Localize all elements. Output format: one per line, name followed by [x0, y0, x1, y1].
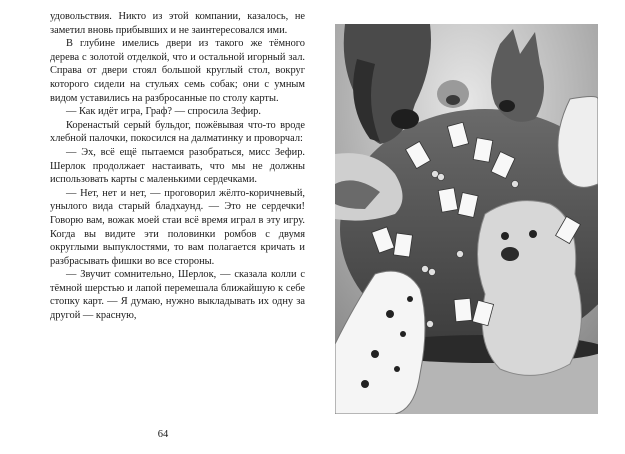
- bulldog-nose: [501, 247, 519, 261]
- bloodhound-nose: [391, 109, 419, 129]
- bulldog-eye: [501, 232, 509, 240]
- paragraph: Коренастый серый бульдог, пожёвывая что-то вроде хлебной палочки, покосился на далматинку и проворчал:: [50, 119, 305, 145]
- paragraph: — Звучит сомнительно, Шерлок, — сказала колли с тёмной шерстью и лапой перемешала ближайшую к себе стопку карт. — Я думаю, нужно выкладывать их одну за другой — красную,: [50, 269, 305, 322]
- text-page: [50, 10, 305, 323]
- page-number: 64: [157, 429, 169, 440]
- paragraph: удовольствия. Никто из этой компании, казалось, не заметил вновь прибывших и не заинтересовался ими.: [50, 11, 305, 36]
- dogs-playing-cards-illustration: [335, 24, 598, 414]
- bulldog-eye: [529, 230, 537, 238]
- paragraph: В глубине имелись двери из такого же тёмного дерева с золотой отделкой, что и остальной игорный зал. Справа от двери стоял большой круглый стол, вокруг которого сидели на стульях семь собак; они с умным видом уставились на разбросанные по столу карты.: [50, 38, 305, 104]
- paragraph: — Как идёт игра, Граф? — спросила Зефир.: [66, 106, 261, 118]
- paragraph: — Нет, нет и нет, — проговорил жёлто-коричневый, унылого вида старый бладхаунд. — Это не сердечки! Говорю вам, вожак моей стаи всё время играл в эту игру. Когда вы видите эти половинки ромбов с двумя округлыми выпуклостями, то вам полагается кричать и разбрасывать фишки во все стороны.: [50, 187, 305, 267]
- paragraph: — Эх, всё ещё пытаемся разобраться, мисс Зефир. Шерлок продолжает настаивать, что мы не должны использовать карты с маленькими сердечками.: [50, 146, 305, 186]
- shepherd-nose: [499, 100, 515, 112]
- pug-muzzle: [446, 95, 460, 105]
